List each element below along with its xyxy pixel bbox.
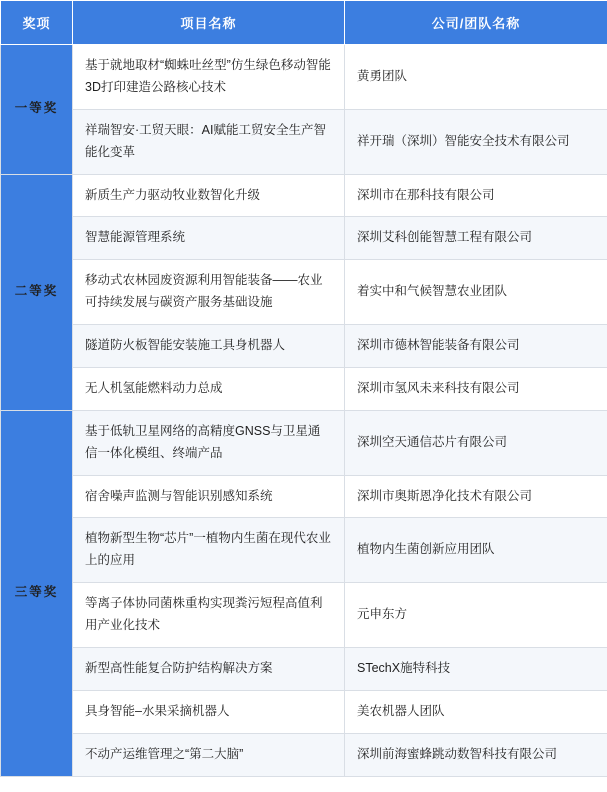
award-group-label: 三等奖 (1, 410, 73, 776)
company-name-cell: 黄勇团队 (345, 45, 607, 110)
award-group-label: 一等奖 (1, 45, 73, 175)
company-name-cell: 深圳市氢风未来科技有限公司 (345, 367, 607, 410)
project-name-cell: 基于就地取材“蜘蛛吐丝型”仿生绿色移动智能3D打印建造公路核心技术 (73, 45, 345, 110)
table-row (1, 410, 607, 475)
header-company: 公司/团队名称 (345, 1, 607, 45)
table-row (1, 475, 607, 518)
project-name-cell: 具身智能–水果采摘机器人 (73, 690, 345, 733)
header-row (1, 1, 607, 45)
project-name-cell: 宿舍噪声监测与智能识别感知系统 (73, 475, 345, 518)
table-row (1, 217, 607, 260)
table-row (1, 733, 607, 776)
project-name-cell: 祥瑞智安·工贸天眼：AI赋能工贸安全生产智能化变革 (73, 109, 345, 174)
company-name-cell: 深圳市在那科技有限公司 (345, 174, 607, 217)
table-row (1, 325, 607, 368)
project-name-cell: 隧道防火板智能安装施工具身机器人 (73, 325, 345, 368)
company-name-cell: 祥开瑞（深圳）智能安全技术有限公司 (345, 109, 607, 174)
table-body (1, 45, 607, 777)
company-name-cell: 深圳艾科创能智慧工程有限公司 (345, 217, 607, 260)
table-row (1, 109, 607, 174)
project-name-cell: 等离子体协同菌株重构实现粪污短程高值利用产业化技术 (73, 583, 345, 648)
company-name-cell: STechX施特科技 (345, 647, 607, 690)
table-row (1, 45, 607, 110)
company-name-cell: 着实中和气候智慧农业团队 (345, 260, 607, 325)
award-group-label: 二等奖 (1, 174, 73, 410)
project-name-cell: 新型高性能复合防护结构解决方案 (73, 647, 345, 690)
header-award: 奖项 (1, 1, 73, 45)
header-project: 项目名称 (73, 1, 345, 45)
project-name-cell: 智慧能源管理系统 (73, 217, 345, 260)
table-row (1, 647, 607, 690)
table-row (1, 367, 607, 410)
table-row (1, 518, 607, 583)
project-name-cell: 无人机氢能燃料动力总成 (73, 367, 345, 410)
company-name-cell: 深圳市奥斯恩净化技术有限公司 (345, 475, 607, 518)
project-name-cell: 不动产运维管理之“第二大脑” (73, 733, 345, 776)
company-name-cell: 深圳前海蜜蜂跳动数智科技有限公司 (345, 733, 607, 776)
project-name-cell: 植物新型生物“芯片”一植物内生菌在现代农业上的应用 (73, 518, 345, 583)
table-header (1, 1, 607, 45)
company-name-cell: 美农机器人团队 (345, 690, 607, 733)
project-name-cell: 基于低轨卫星网络的高精度GNSS与卫星通信一体化模组、终端产品 (73, 410, 345, 475)
company-name-cell: 深圳空天通信芯片有限公司 (345, 410, 607, 475)
company-name-cell: 深圳市德林智能装备有限公司 (345, 325, 607, 368)
table-row (1, 690, 607, 733)
table-row (1, 583, 607, 648)
company-name-cell: 元申东方 (345, 583, 607, 648)
project-name-cell: 移动式农林园废资源利用智能装备——农业可持续发展与碳资产服务基础设施 (73, 260, 345, 325)
project-name-cell: 新质生产力驱动牧业数智化升级 (73, 174, 345, 217)
company-name-cell: 植物内生菌创新应用团队 (345, 518, 607, 583)
table-row (1, 174, 607, 217)
table-row (1, 260, 607, 325)
